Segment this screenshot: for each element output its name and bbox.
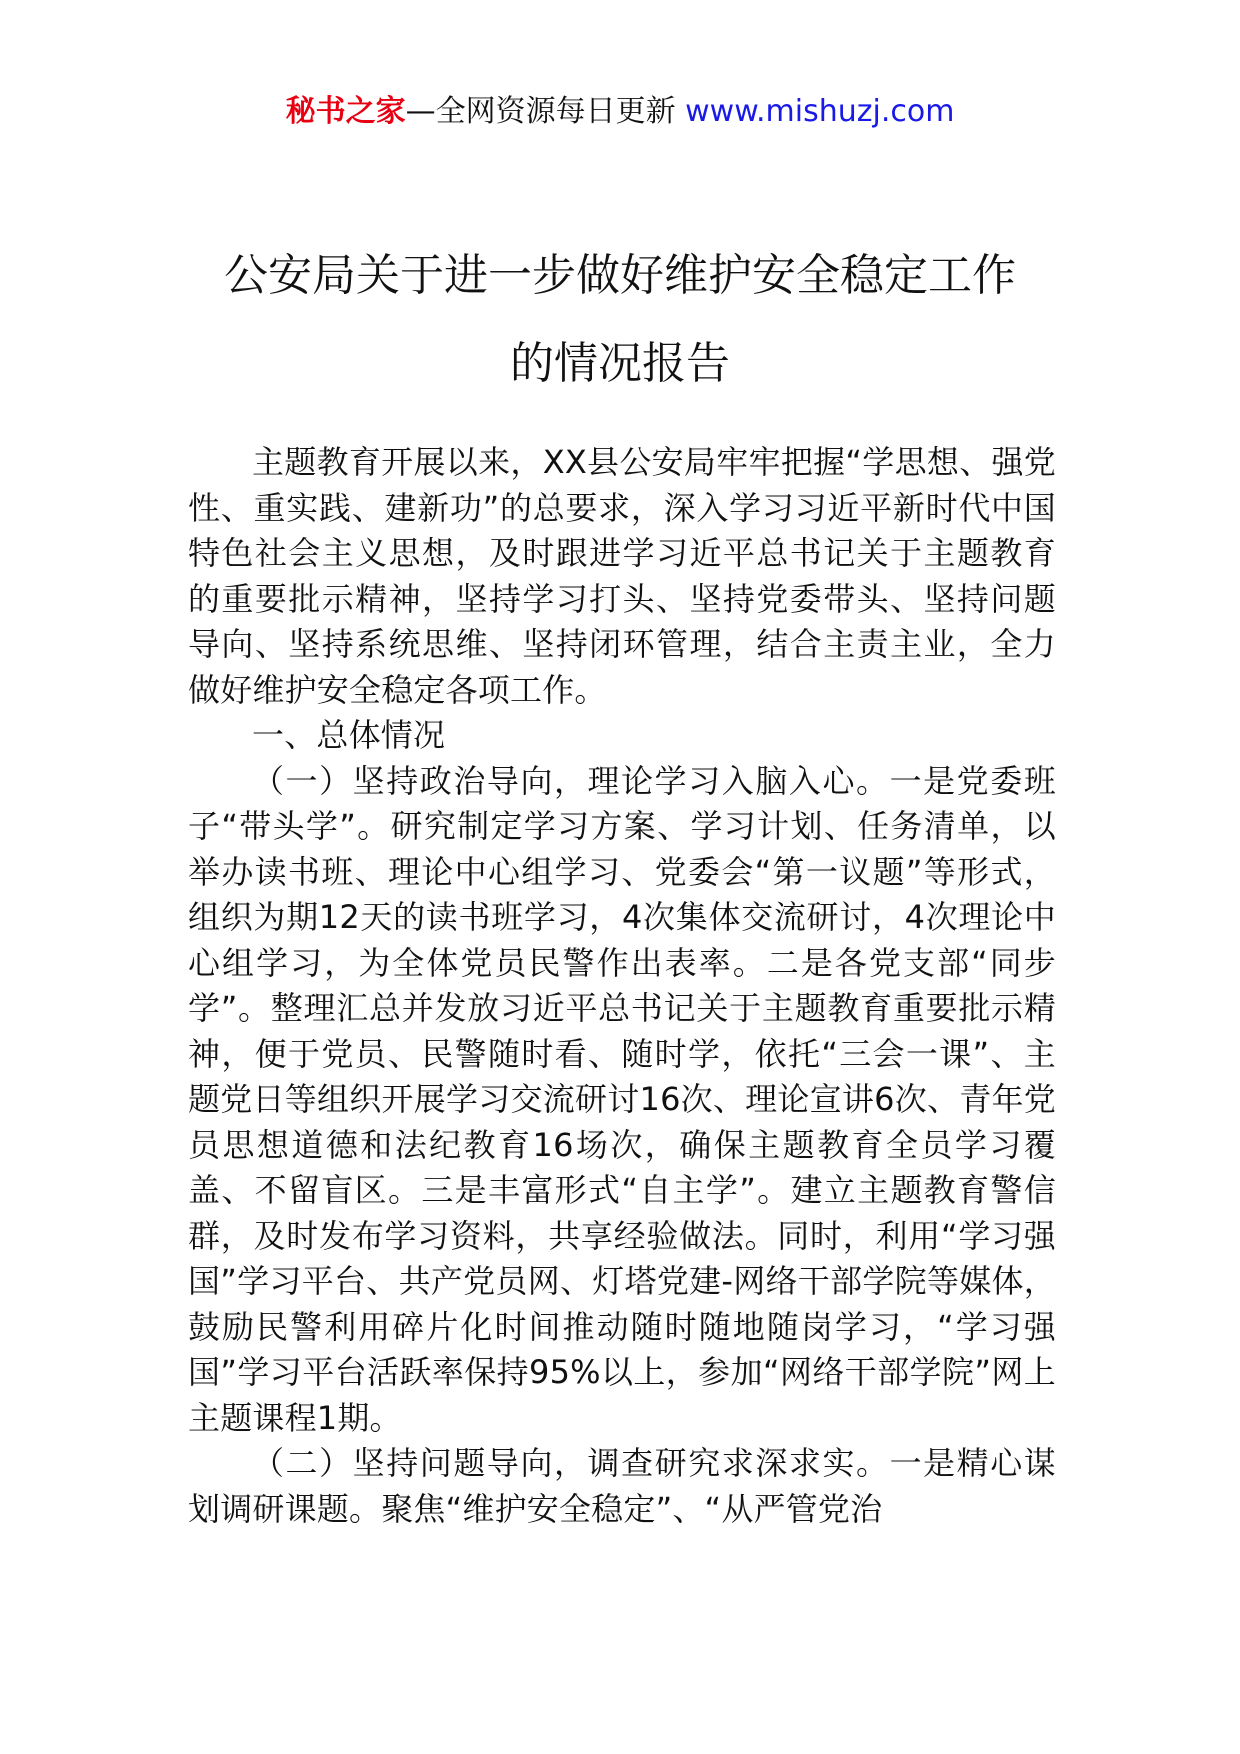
brand-name: 秘书之家: [285, 94, 406, 129]
site-header: [0, 92, 1240, 132]
document-title: [0, 232, 1240, 408]
title-line-2: 的情况报告: [510, 338, 730, 389]
header-tagline: —全网资源每日更新: [405, 94, 686, 129]
paragraph-intro: 主题教育开展以来，XX县公安局牢牢把握“学思想、强党性、重实践、建新功”的总要求，深入学习习近平新时代中国特色社会主义思想，及时跟进学习近平总书记关于主题教育的重要批示精神，坚持学习打头、坚持党委带头、坚持问题导向、坚持系统思维、坚持闭环管理，结合主责主业，全力做好维护安全稳定各项工作。: [188, 443, 1056, 709]
paragraph-problem-orientation: （二）坚持问题导向，调查研究求深求实。一是精心谋划调研课题。聚焦“维护安全稳定”、“从严管党治: [188, 1444, 1056, 1528]
site-url-link[interactable]: www.mishuzj.com: [685, 94, 955, 129]
title-line-1: 公安局关于进一步做好维护安全稳定工作: [224, 250, 1016, 301]
paragraph-political-guidance: （一）坚持政治导向，理论学习入脑入心。一是党委班子“带头学”。研究制定学习方案、学习计划、任务清单，以举办读书班、理论中心组学习、党委会“第一议题”等形式，组织为期12天的读书班学习，4次集体交流研讨，4次理论中心组学习，为全体党员民警作出表率。二是各党支部“同步学”。整理汇总并发放习近平总书记关于主题教育重要批示精神，便于党员、民警随时看、随时学，依托“三会一课”、主题党日等组织开展学习交流研讨16次、理论宣讲6次、青年党员思想道德和法纪教育16场次，确保主题教育全员学习覆盖、不留盲区。三是丰富形式“自主学”。建立主题教育警信群，及时发布学习资料，共享经验做法。同时，利用“学习强国”学习平台、共产党员网、灯塔党建-网络干部学院等媒体，鼓励民警利用碎片化时间推动随时随地随岗学习，“学习强国”学习平台活跃率保持95%以上，参加“网络干部学院”网上主题课程1期。: [188, 761, 1056, 1437]
document-body: [188, 440, 1056, 1532]
section-heading-overview: 一、总体情况: [252, 716, 446, 754]
